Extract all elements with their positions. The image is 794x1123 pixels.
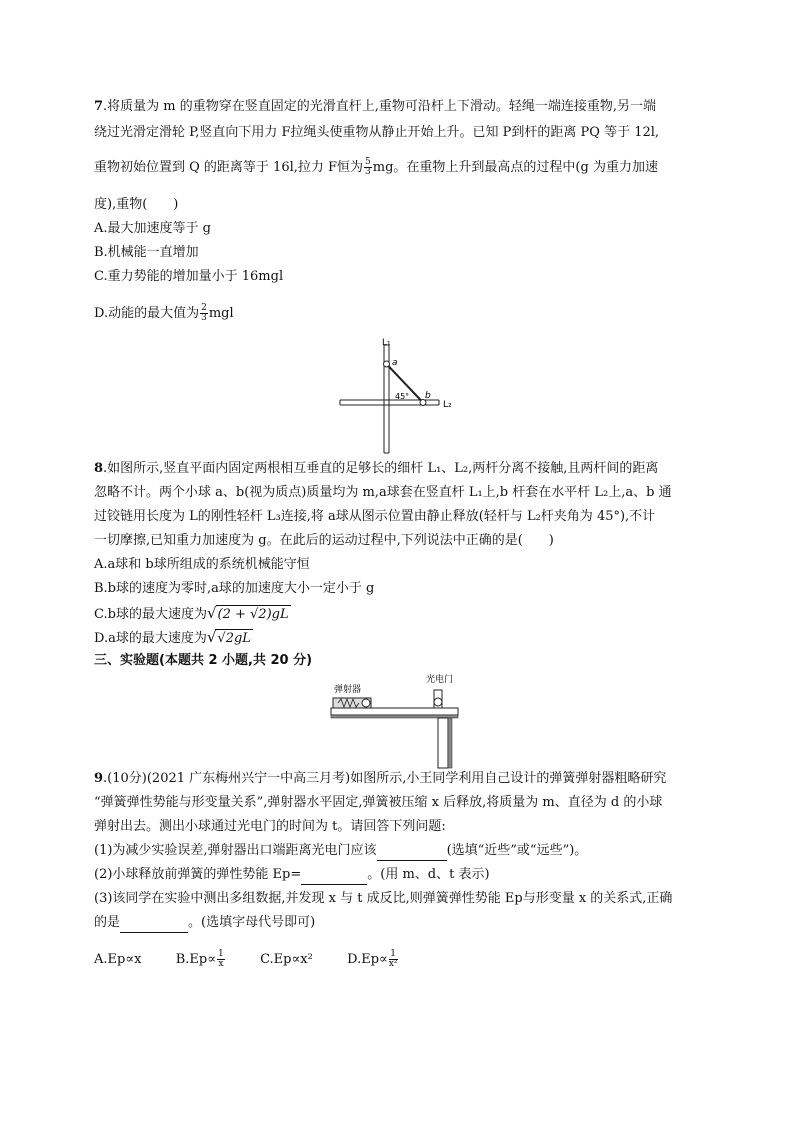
q7-option-d-fraction: $\frac{2}{3}$ (201, 303, 207, 323)
q7-option-b: B.机械能一直增加 (94, 245, 199, 260)
q9-figure (328, 670, 468, 770)
q7-line1: 7.将质量为 m 的重物穿在竖直固定的光滑直杆上,重物可沿杆上下滑动。轻绳一端连接重物,另一端 (94, 99, 657, 114)
label-angle: 45° (395, 392, 410, 401)
q9-option-d-fraction: $\frac{1}{\text{x²}}$ (388, 949, 398, 969)
q9-option-b-fraction: $\frac{1}{x}$ (218, 949, 224, 969)
label-l1: L₁ (382, 338, 391, 348)
q9-option-a: A.Ep∝x (94, 952, 142, 967)
q7-fraction: $\frac{5}{3}$ (365, 157, 371, 177)
small-ball (362, 699, 370, 707)
q9-line1: 9.(10分)(2021 广东梅州兴宁一中高三月考)如图所示,小王同学利用自己设计的弹簧弹射器粗略研究 (94, 771, 667, 786)
section-3-heading: 三、实验题(本题共 2 小题,共 20 分) (94, 653, 313, 668)
q7-number: 7 (94, 99, 104, 114)
q7-line3: 重物初始位置到 Q 的距离等于 16l,拉力 F恒为 $\frac{5}{3}$ mg。在重物上升到最高点的过程中(g 为重力加速 (94, 157, 658, 177)
q7-option-c: C.重力势能的增加量小于 16mgl (94, 269, 284, 284)
q8-number: 8 (94, 461, 104, 476)
q9-options (94, 950, 399, 969)
q8-line1: 8.如图所示,竖直平面内固定两根相互垂直的足够长的细杆 L₁、L₂,两杆分离不接触,且两杆间的距离 (94, 461, 659, 476)
q8-option-b: B.b球的速度为零时,a球的加速度大小一定小于 g (94, 581, 375, 596)
q7-line2: 绕过光滑定滑轮 P,竖直向下用力 F拉绳头使重物从静止开始上升。已知 P到杆的距离 PQ 等于 12l, (94, 125, 660, 140)
q9-line2: “弹簧弹性势能与形变量关系”,弹射器水平固定,弹簧被压缩 x 后释放,将质量为 m、直径为 d 的小球 (94, 795, 663, 810)
answer-blank-3[interactable] (120, 914, 188, 933)
q8-option-a: A.a球和 b球所组成的系统机械能守恒 (94, 557, 310, 572)
answer-blank-2[interactable] (301, 866, 367, 885)
q8-option-d: D.a球的最大速度为√√2gL (94, 628, 251, 646)
label-launcher: 弹射器 (334, 685, 362, 695)
q9-part2: (2)小球释放前弹簧的弹性势能 Ep= 。(用 m、d、t 表示) (94, 866, 490, 885)
q8-line3: 过铰链用长度为 L的刚性轻杆 L₃连接,将 a球从图示位置由静止释放(轻杆与 L₂杆夹角为 45°),不计 (94, 509, 656, 524)
q9-number: 9 (94, 771, 104, 786)
q9-line3: 弹射出去。测出小球通过光电门的时间为 t。请回答下列问题: (94, 819, 446, 834)
q7-option-a: A.最大加速度等于 g (94, 221, 211, 236)
label-b: b (425, 391, 431, 401)
label-a: a (392, 358, 398, 368)
q8-line4: 一切摩擦,已知重力加速度为 g。在此后的运动过程中,下列说法中正确的是( ) (94, 533, 554, 548)
q9-part3-line1: (3)该同学在实验中测出多组数据,并发现 x 与 t 成反比,则弹簧弹性势能 Ep与形变量 x 的关系式,正确 (94, 891, 673, 906)
answer-blank-1[interactable] (377, 842, 447, 861)
q9-option-c: C.Ep∝x² (260, 952, 313, 967)
q8-option-c: C.b球的最大速度为√(2 + √2)gL (94, 604, 289, 622)
q8-line2: 忽略不计。两个小球 a、b(视为质点)质量均为 m,a球套在竖直杆 L₁上,b 杆套在水平杆 L₂上,a、b 通 (94, 485, 672, 500)
q7-option-d: D.动能的最大值为 $\frac{2}{3}$ mgl (94, 303, 234, 323)
q9-option-d: D.Ep∝ $\frac{1}{\text{x²}}$ (347, 949, 398, 969)
label-photogate: 光电门 (426, 675, 454, 685)
q9-part3-line2: 的是 。(选填字母代号即可) (94, 914, 315, 933)
q9-option-b: B.Ep∝ $\frac{1}{x}$ (175, 949, 224, 969)
q9-part1: (1)为减少实验误差,弹射器出口端距离光电门应该 (选填“近些”或“远些”)。 (94, 842, 587, 861)
label-l2: L₂ (443, 400, 452, 410)
q8-figure (335, 335, 465, 455)
q7-line4: 度),重物( ) (94, 197, 179, 212)
ball-a (384, 361, 390, 367)
